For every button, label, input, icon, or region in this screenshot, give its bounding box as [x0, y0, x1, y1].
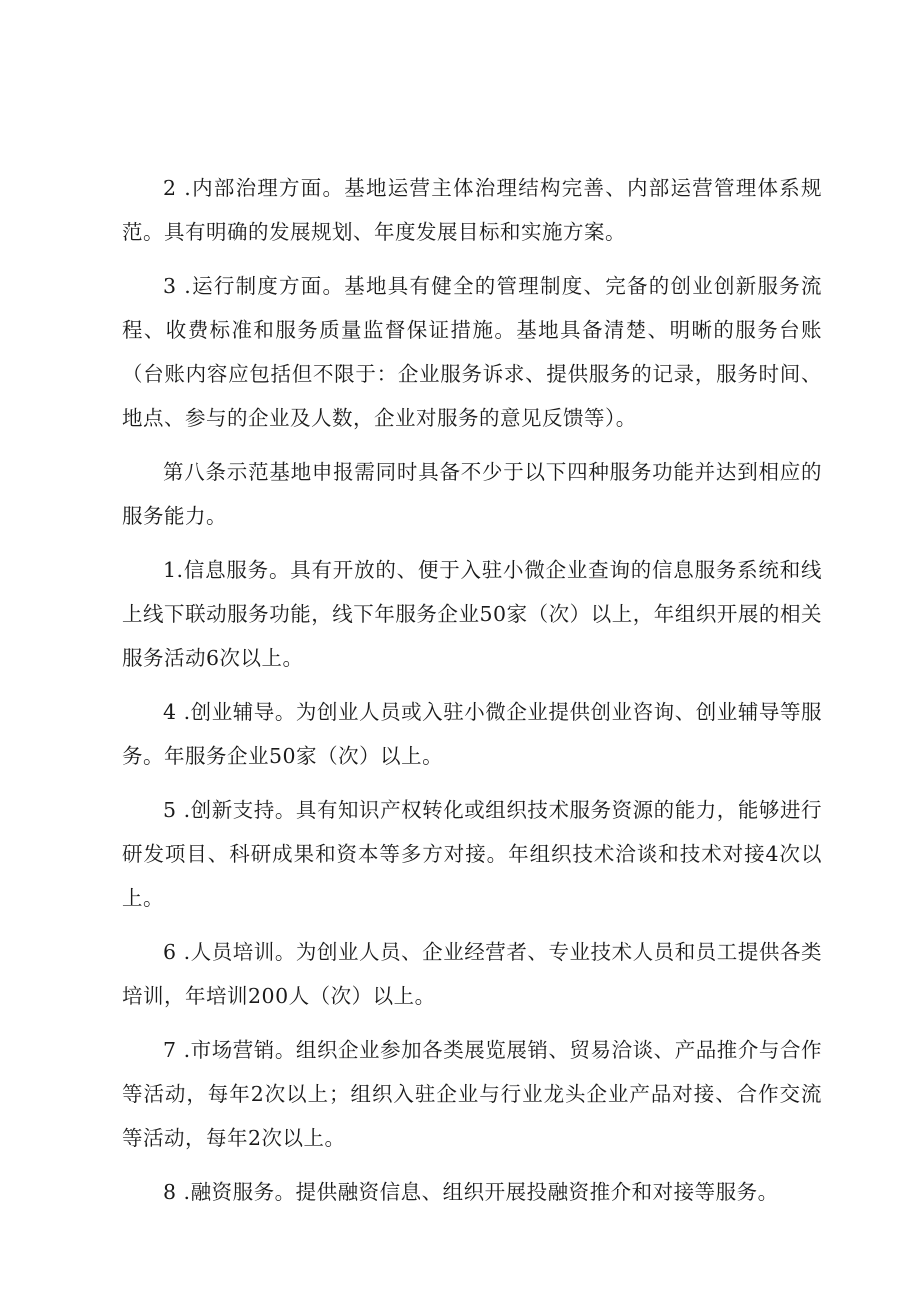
paragraph-marketing: 7 .市场营销。组织企业参加各类展览展销、贸易洽谈、产品推介与合作等活动，每年2次以上；组织入驻企业与行业龙头企业产品对接、合作交流等活动，每年2次以上。	[122, 1038, 822, 1150]
document-body	[122, 166, 822, 1224]
paragraph-personnel-training: 6 .人员培训。为创业人员、企业经营者、专业技术人员和员工提供各类培训，年培训200人（次）以上。	[122, 940, 822, 1008]
paragraph-internal-governance: 2 .内部治理方面。基地运营主体治理结构完善、内部运营管理体系规范。具有明确的发展规划、年度发展目标和实施方案。	[122, 176, 822, 244]
paragraph-information-service: 1.信息服务。具有开放的、便于入驻小微企业查询的信息服务系统和线上线下联动服务功能，线下年服务企业50家（次）以上，年组织开展的相关服务活动6次以上。	[122, 558, 822, 670]
paragraph-innovation-support: 5 .创新支持。具有知识产权转化或组织技术服务资源的能力，能够进行研发项目、科研成果和资本等多方对接。年组织技术洽谈和技术对接4次以上。	[122, 798, 822, 910]
paragraph-article-eight: 第八条示范基地申报需同时具备不少于以下四种服务功能并达到相应的服务能力。	[122, 460, 822, 528]
paragraph-operating-rules: 3 .运行制度方面。基地具有健全的管理制度、完备的创业创新服务流程、收费标准和服务质量监督保证措施。基地具备清楚、明晰的服务台账（台账内容应包括但不限于：企业服务诉求、提供服务的记录，服务时间、地点、参与的企业及人数，企业对服务的意见反馈等）。	[122, 274, 822, 430]
paragraph-financing-service: 8 .融资服务。提供融资信息、组织开展投融资推介和对接等服务。	[163, 1180, 779, 1204]
paragraph-entrepreneurship-guidance: 4 .创业辅导。为创业人员或入驻小微企业提供创业咨询、创业辅导等服务。年服务企业50家（次）以上。	[122, 700, 822, 768]
